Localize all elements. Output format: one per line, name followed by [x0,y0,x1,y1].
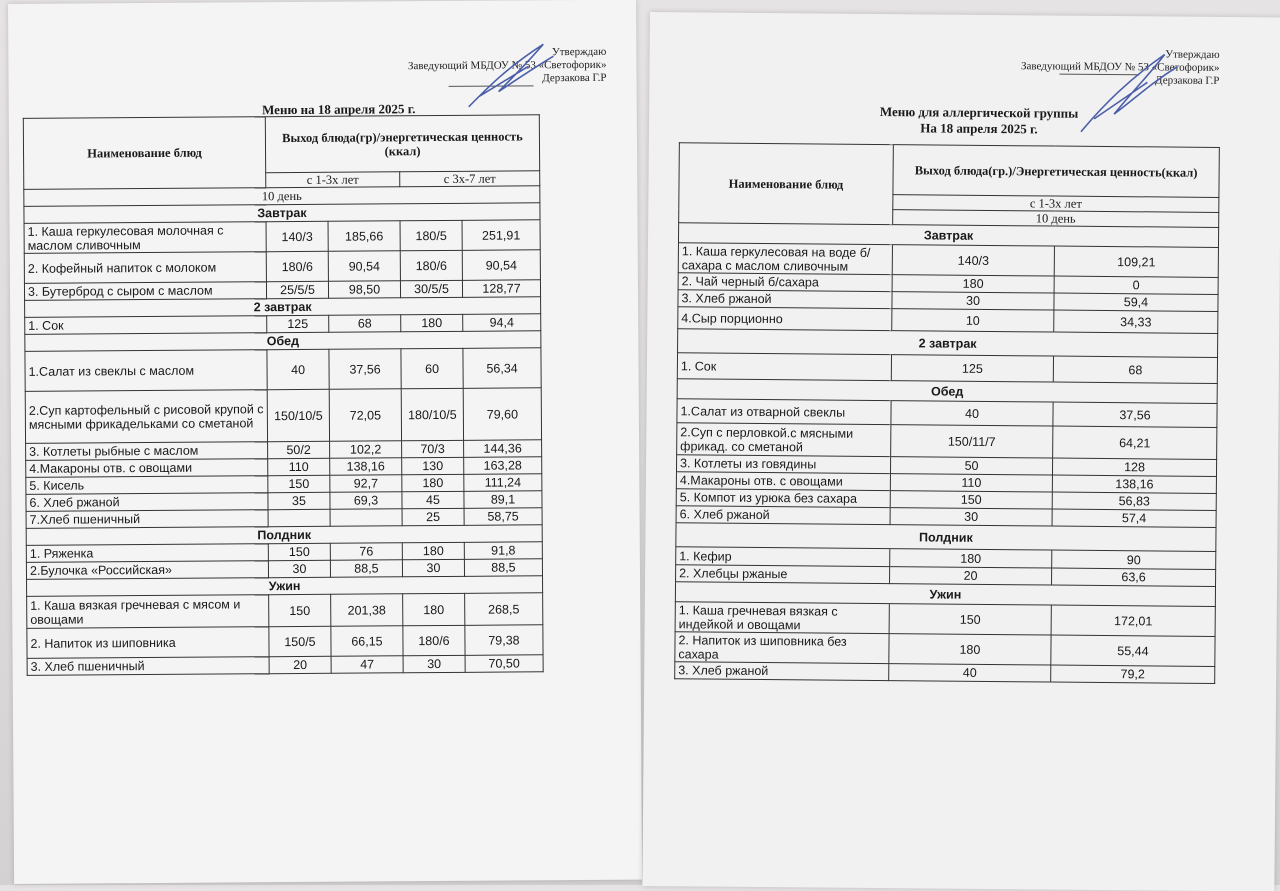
menu-title-line1: Меню для аллергической группы [879,104,1079,121]
portion-1-3: 150/11/7 [891,425,1053,458]
day-label: 10 день [24,186,540,207]
kcal-1-3: 68 [1053,356,1217,383]
meal-section-title: Ужин [27,576,543,597]
dish-name: 3. Хлеб ржаной [675,662,889,681]
portion-1-3: 180 [889,634,1051,665]
dish-name: 1. Сок [677,353,891,381]
table-row [675,602,1215,637]
kcal-3-7: 79,60 [463,388,541,441]
portion-3-7: 70/3 [402,440,464,457]
dish-name: 6. Хлеб ржаной [26,493,268,512]
portion-1-3 [268,509,330,526]
portion-1-3: 110 [268,458,330,475]
kcal-1-3: 138,16 [330,458,402,476]
dish-name: 5. Компот из урюка без сахара [676,489,890,508]
column-header-name: Наименование блюд [23,117,265,190]
kcal-3-7: 128,77 [462,280,540,298]
kcal-1-3: 128 [1052,458,1216,476]
kcal-1-3: 79,2 [1051,665,1215,683]
portion-1-3: 180/6 [266,251,328,281]
portion-3-7: 60 [401,348,463,388]
portion-3-7: 30 [402,559,464,576]
table-row [27,625,543,659]
meal-section-title: Полдник [26,525,542,546]
dish-name: 4.Макароны отв. с овощами [26,459,268,478]
dish-name: 2. Чай черный б/сахара [678,273,892,292]
portion-1-3: 40 [891,401,1053,426]
kcal-3-7: 268,5 [465,593,543,626]
approval-status: Утверждаю [551,45,607,59]
portion-3-7: 45 [402,491,464,508]
meal-section-title: Обед [677,379,1217,404]
menu-title-line2: На 18 апреля 2025 г. [920,120,1038,137]
approval-position: Заведующий МБДОУ № 53 «Светофорик» [407,58,607,73]
kcal-1-3: 138,16 [1052,475,1216,493]
kcal-1-3: 68 [329,315,401,333]
table-row [675,662,1215,684]
kcal-1-3: 90 [1052,550,1216,569]
portion-1-3: 150/5 [269,626,331,656]
kcal-1-3: 98,50 [328,281,400,299]
portion-3-7: 180/6 [400,250,462,280]
portion-1-3: 150 [890,491,1052,509]
approval-name: Дерзакова Г.Р [542,71,607,85]
kcal-1-3: 90,54 [328,251,400,282]
column-header-output: Выход блюда(гр.)/Энергетическая ценность(ккал) [893,145,1219,198]
portion-1-3: 125 [267,315,329,332]
table-row [27,593,543,629]
kcal-1-3: 56,83 [1052,492,1216,510]
menu-title: Меню на 18 апреля 2025 г. [262,101,416,118]
portion-3-7: 180 [402,542,464,559]
table-row [24,220,540,254]
portion-1-3: 10 [892,309,1054,332]
menu-sheet-allergy [642,12,1280,891]
portion-1-3: 150 [889,604,1051,635]
kcal-3-7: 94,4 [463,314,541,332]
column-header-output: Выход блюда(гр)/энергетическая ценность (ккал) [265,115,539,173]
kcal-3-7: 163,28 [464,457,542,475]
portion-3-7: 25 [402,508,464,525]
column-header-age: с 1-3х лет [893,195,1219,213]
dish-name: 2.Суп картофельный с рисовой крупой с мясными фрикадельками со сметаной [25,390,267,444]
dish-name: 2.Суп с перловкой.с мясными фрикад. со сметаной [677,423,891,457]
dish-name: 6. Хлеб ржаной [676,506,890,525]
dish-name: 1. Сок [25,316,267,335]
portion-3-7: 30 [403,655,465,672]
kcal-1-3: 72,05 [329,389,401,442]
kcal-3-7: 144,36 [464,440,542,458]
table-row [678,243,1218,278]
menu-table [23,114,544,676]
table-row [24,250,540,284]
dish-name: 2. Напиток из шиповника [27,627,269,659]
column-header-name: Наименование блюд [679,143,894,225]
dish-name: 1.Салат из свеклы с маслом [25,350,267,392]
portion-3-7: 130 [402,457,464,474]
dish-name: 2. Напиток из шиповника без сахара [675,632,889,664]
table-row [675,632,1215,667]
portion-1-3: 150/10/5 [267,389,329,441]
kcal-1-3 [330,509,402,527]
portion-1-3: 150 [268,543,330,560]
approval-status: Утверждаю [1165,48,1220,61]
dish-name: 1. Каша геркулесовая молочная с маслом сливочным [24,222,266,254]
kcal-1-3: 0 [1054,276,1218,294]
portion-1-3: 40 [267,349,329,389]
menu-table [674,142,1220,684]
dish-name: 1. Каша геркулесовая на воде б/сахара с маслом сливочным [678,243,892,275]
portion-3-7: 180/6 [403,625,465,655]
portion-3-7: 180/5 [400,220,462,250]
portion-1-3: 150 [268,475,330,492]
meal-section-title: Завтрак [24,203,540,224]
portion-1-3: 125 [891,355,1053,382]
kcal-3-7: 251,91 [462,220,540,251]
dish-name: 2. Кофейный напиток с молоком [24,252,266,284]
kcal-3-7: 91,8 [464,542,542,560]
dish-name: 3. Котлеты рыбные с маслом [26,442,268,461]
dish-name: 1.Салат из отварной свеклы [677,399,891,425]
portion-1-3: 50 [890,457,1052,475]
column-header-age: с 3х-7 лет [400,171,540,187]
meal-section-title: Ужин [675,582,1215,607]
kcal-1-3: 88,5 [330,560,402,578]
kcal-1-3: 185,66 [328,221,400,252]
portion-1-3: 140/3 [266,221,328,251]
dish-name: 3. Бутерброд с сыром с маслом [24,282,266,301]
kcal-1-3: 55,44 [1051,635,1215,666]
kcal-3-7: 58,75 [464,508,542,526]
portion-1-3: 40 [889,664,1051,682]
kcal-3-7: 56,34 [463,348,541,389]
portion-1-3: 110 [890,474,1052,492]
kcal-3-7: 90,54 [462,250,540,281]
approval-name: Дерзакова Г.Р [1155,74,1220,87]
dish-name: 5. Кисель [26,476,268,495]
portion-1-3: 30 [890,508,1052,526]
portion-1-3: 150 [269,594,331,626]
dish-name: 1. Каша гречневая вязкая с индейкой и овощами [675,602,889,634]
portion-1-3: 140/3 [892,245,1054,276]
dish-name: 1. Ряженка [26,544,268,563]
portion-3-7: 180 [402,474,464,491]
portion-1-3: 20 [890,567,1052,585]
portion-1-3: 50/2 [268,441,330,458]
kcal-1-3: 66,15 [331,626,403,657]
portion-1-3: 180 [892,275,1054,293]
kcal-1-3: 59,4 [1054,293,1218,311]
kcal-1-3: 201,38 [331,594,403,627]
meal-section-title: 2 завтрак [678,329,1218,358]
kcal-1-3: 102,2 [330,441,402,459]
kcal-1-3: 63,6 [1052,568,1216,586]
meal-section-title: Завтрак [678,223,1218,248]
kcal-3-7: 79,38 [465,625,543,656]
table-row [677,423,1217,460]
kcal-1-3: 57,4 [1052,509,1216,527]
portion-1-3: 20 [269,656,331,673]
column-header-age: с 1-3х лет [266,172,400,188]
dish-name: 3. Котлеты из говядины [676,455,890,474]
portion-3-7: 180/10/5 [401,388,463,440]
dish-name: 3. Хлеб пшеничный [27,657,269,676]
kcal-1-3: 47 [331,656,403,674]
dish-name: 2. Хлебцы ржаные [676,565,890,584]
kcal-1-3: 92,7 [330,475,402,493]
dish-name: 2.Булочка «Российская» [26,561,268,580]
kcal-3-7: 88,5 [464,559,542,577]
meal-section-title: Обед [25,331,541,352]
portion-1-3: 25/5/5 [266,281,328,298]
dish-name: 4.Сыр порционно [678,307,892,331]
kcal-1-3: 34,33 [1054,310,1218,333]
portion-1-3: 35 [268,492,330,509]
portion-3-7: 30/5/5 [400,280,462,297]
table-row [25,348,541,392]
kcal-1-3: 37,56 [1053,402,1217,427]
portion-1-3: 30 [268,560,330,577]
portion-1-3: 30 [892,292,1054,310]
dish-name: 7.Хлеб пшеничный [26,510,268,529]
kcal-3-7: 70,50 [465,655,543,673]
menu-title [829,104,1129,139]
dish-name: 1. Каша вязкая гречневая с мясом и овощами [27,595,269,629]
kcal-1-3: 37,56 [329,349,401,390]
menu-sheet-general [8,0,642,884]
meal-section-title: 2 завтрак [25,297,541,318]
dish-name: 1. Кефир [676,547,890,567]
kcal-1-3: 69,3 [330,492,402,510]
meal-section-title: Полдник [676,523,1216,552]
approval-position: Заведующий МБДОУ № 53 «Светофорик» [1021,60,1220,74]
kcal-1-3: 64,21 [1053,426,1217,459]
portion-1-3: 180 [890,549,1052,568]
portion-3-7: 180 [403,593,465,625]
dish-name: 4.Макароны отв. с овощами [676,472,890,491]
kcal-3-7: 89,1 [464,491,542,509]
kcal-1-3: 76 [330,543,402,561]
table-row [25,388,541,444]
kcal-1-3: 172,01 [1051,605,1215,636]
dish-name: 3. Хлеб ржаной [678,290,892,309]
kcal-3-7: 111,24 [464,474,542,492]
portion-3-7: 180 [401,314,463,331]
kcal-1-3: 109,21 [1054,246,1218,277]
table-row [27,655,543,676]
day-label: 10 день [893,210,1219,228]
